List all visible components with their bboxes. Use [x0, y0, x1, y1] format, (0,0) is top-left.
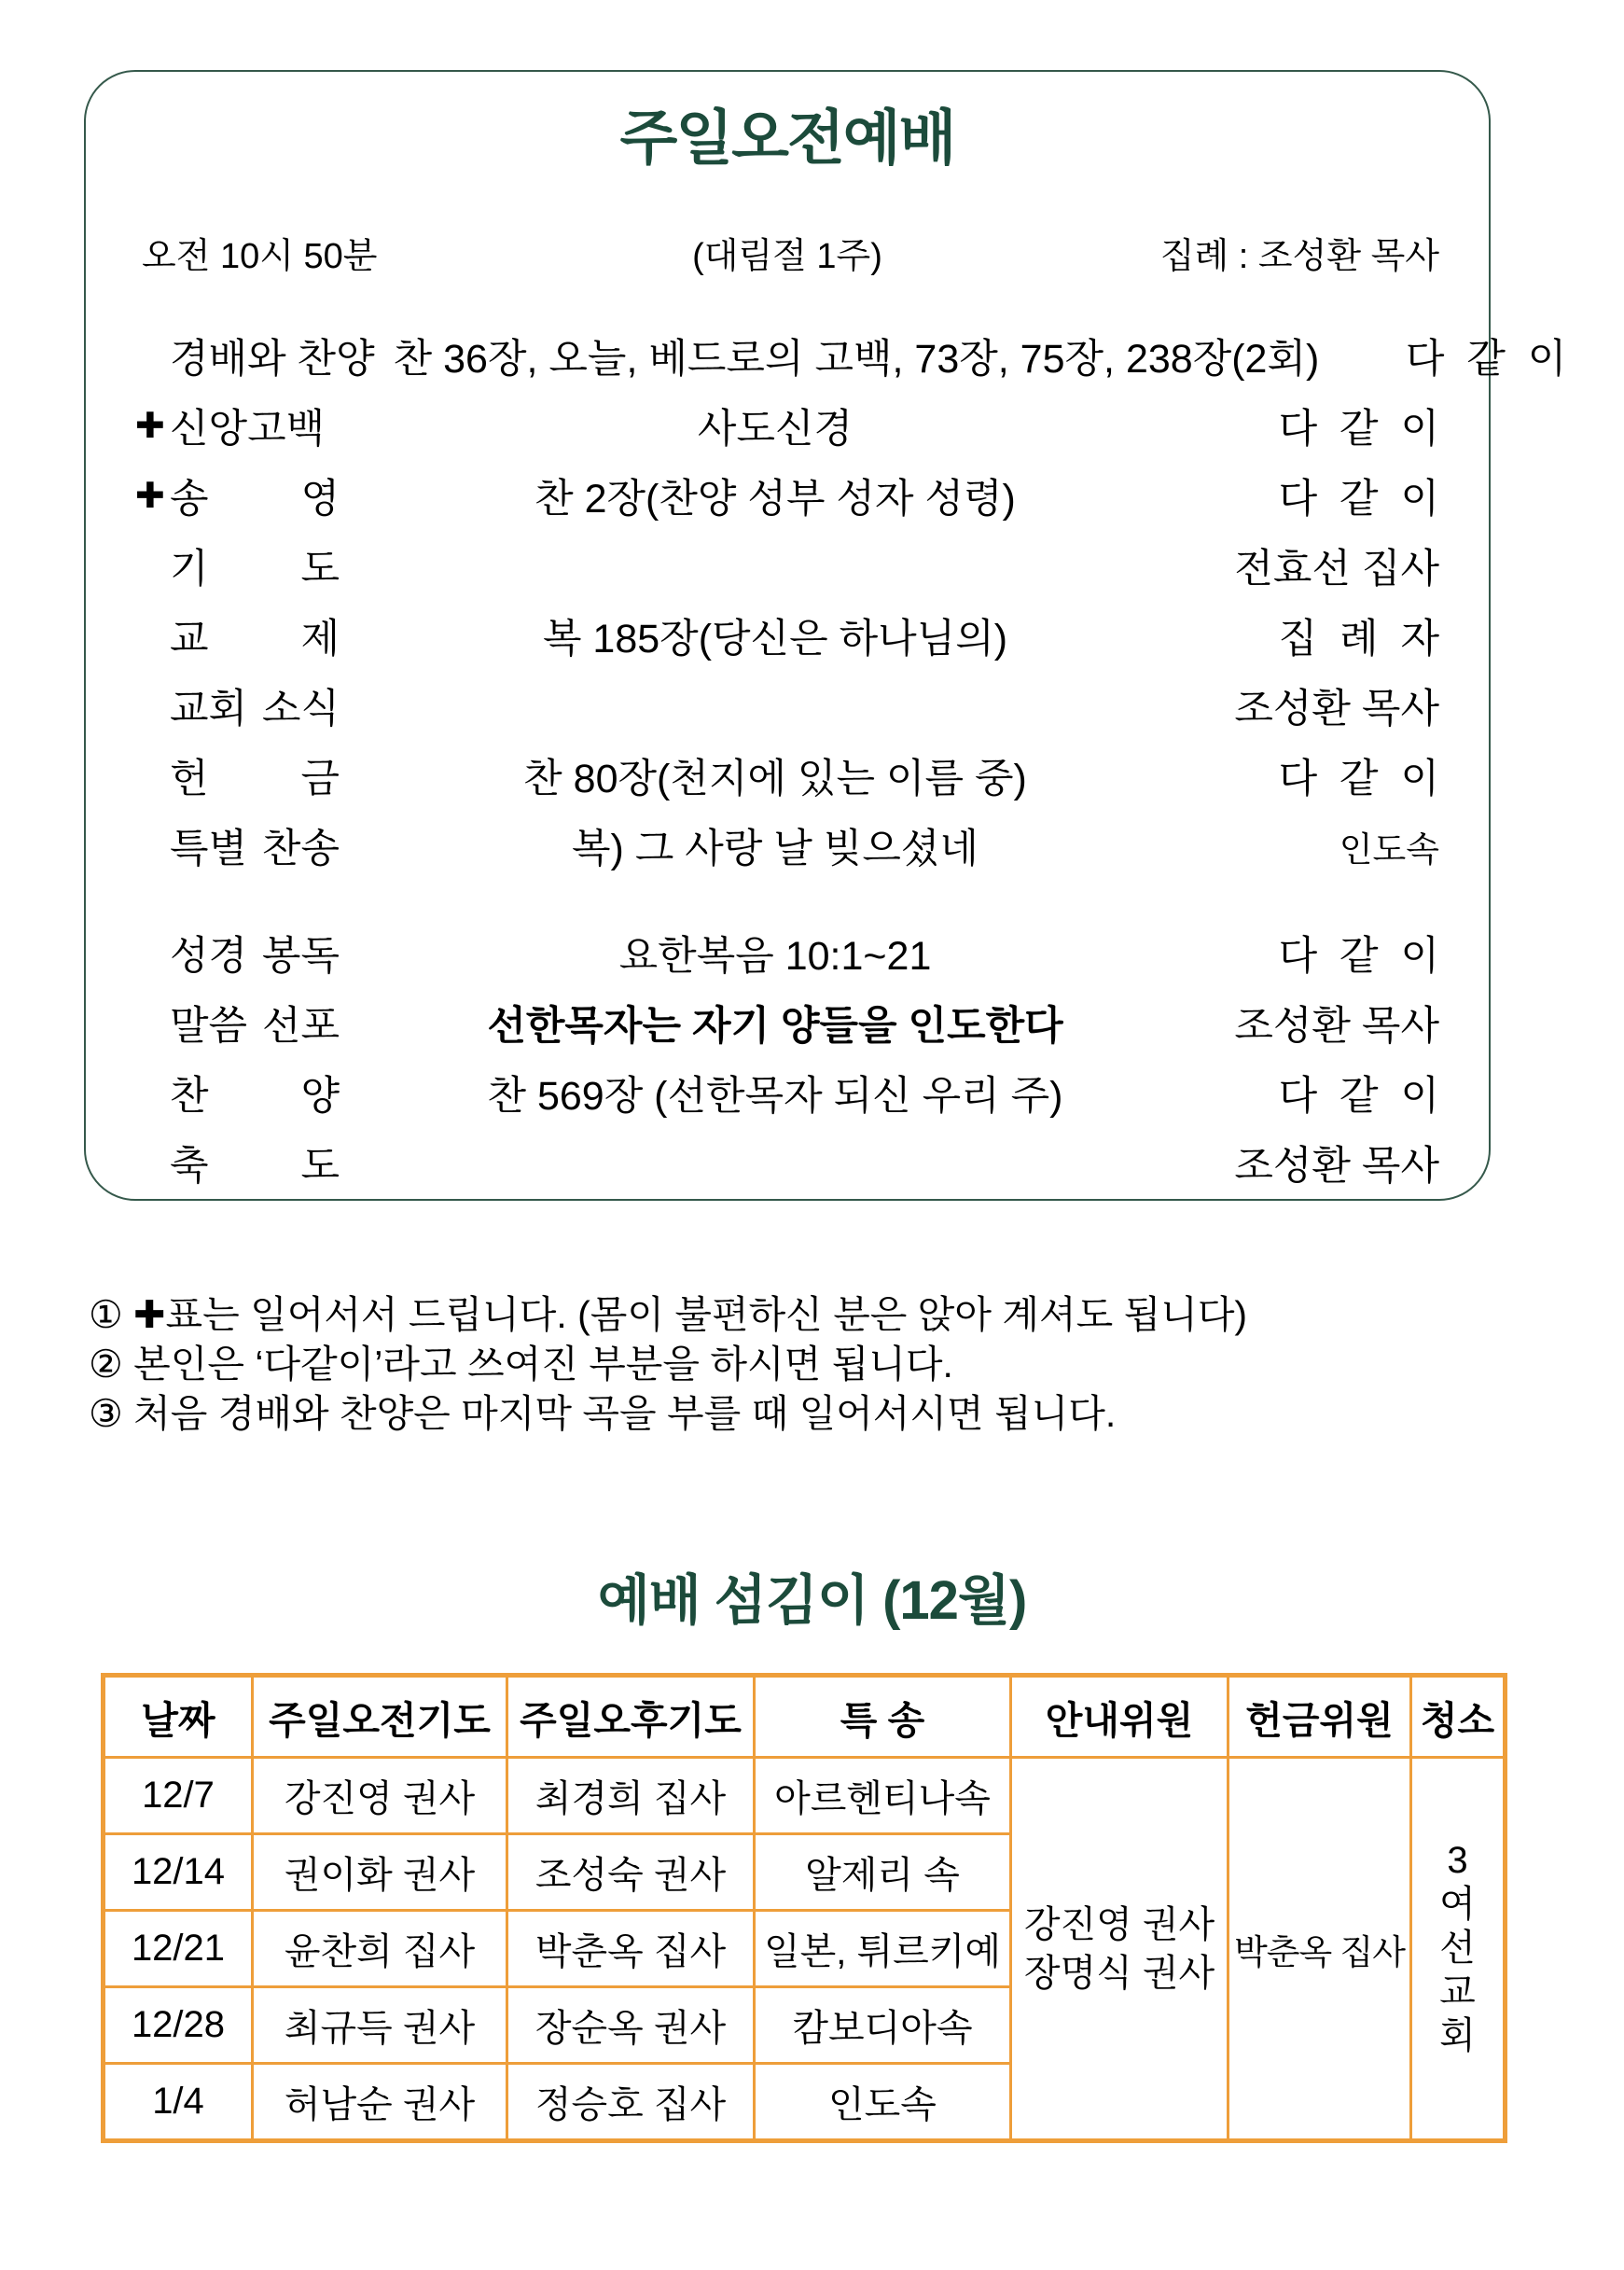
order-item-content: 복 185장(당신은 하나님의) [542, 617, 1008, 662]
usher-name: 장명식 권사 [1023, 1952, 1215, 1994]
table-cell: 권이화 권사 [253, 1834, 507, 1911]
table-cell: 알제리 속 [755, 1834, 1011, 1911]
table-cell: 캄보디아속 [755, 1987, 1011, 2064]
order-item-content: 요한복음 10:1~21 [618, 934, 932, 979]
table-cell: 일본, 튀르키예 [755, 1911, 1011, 1987]
notes-section [89, 1290, 1247, 1439]
order-row [86, 531, 1489, 601]
table-cell: 강진영 권사 [253, 1758, 507, 1834]
order-item-content: 찬 36장, 오늘, 베드로의 고백, 73장, 75장, 238장(2회) [393, 337, 1320, 382]
table-cell: 12/14 [104, 1834, 253, 1911]
order-item-label: 송 영 [170, 477, 340, 522]
table-cell: 허남순 권사 [253, 2064, 507, 2141]
order-item-content: 찬 2장(찬양 성부 성자 성령) [534, 477, 1016, 522]
order-row [86, 1128, 1489, 1198]
order-item-performer: 인도속 [1339, 829, 1439, 869]
cleaning-char: 여 [1439, 1884, 1476, 1925]
order-item-performer: 다 같 이 [1278, 934, 1439, 979]
table-cell: 최경희 집사 [507, 1758, 755, 1834]
table-header-cell: 헌금위원 [1228, 1676, 1411, 1758]
usher-name: 강진영 권사 [1023, 1903, 1215, 1945]
table-cell: 윤찬희 집사 [253, 1911, 507, 1987]
table-cell: 아르헨티나속 [755, 1758, 1011, 1834]
order-item-performer: 다 같 이 [1405, 337, 1567, 382]
serving-title: 예배 섬김이 (12월) [597, 1570, 1027, 1631]
order-item-performer: 조성환 목사 [1234, 1004, 1439, 1049]
order-item-label: 경배와 찬양 [170, 337, 375, 382]
order-row [86, 988, 1489, 1058]
note-line: ② 본인은 ‘다같이’라고 쓰여진 부분을 하시면 됩니다. [89, 1343, 953, 1386]
order-item-label: 기 도 [170, 547, 340, 592]
table-cell: 12/7 [104, 1758, 253, 1834]
cross-icon: ✚ [135, 476, 165, 516]
cleaning-char: 3 [1447, 1840, 1468, 1881]
order-item-label: 말씀 선포 [170, 1004, 340, 1049]
serving-table [101, 1673, 1507, 2143]
order-row [86, 391, 1489, 461]
table-cell: 장순옥 권사 [507, 1987, 755, 2064]
order-row [86, 671, 1489, 741]
order-item-performer: 다 같 이 [1278, 477, 1439, 522]
order-item-label: 교회 소식 [170, 687, 340, 731]
table-cell: 인도속 [755, 2064, 1011, 2141]
order-item-performer: 집 례 자 [1278, 617, 1439, 662]
order-item-content: 선한목자는 자기 양들을 인도한다 [487, 1004, 1063, 1049]
cross-icon: ✚ [135, 406, 165, 446]
table-cell: 최규득 권사 [253, 1987, 507, 2064]
table-row [104, 1758, 1506, 1834]
order-row [86, 918, 1489, 988]
table-header-cell: 날짜 [104, 1676, 253, 1758]
order-row [86, 741, 1489, 811]
table-header-row [104, 1676, 1506, 1758]
table-header-cell: 안내위원 [1011, 1676, 1228, 1758]
table-cell: 정승호 집사 [507, 2064, 755, 2141]
order-item-label: 교 제 [170, 617, 340, 662]
note-line: ① ✚표는 일어서서 드립니다. (몸이 불편하신 분은 앉아 계셔도 됩니다) [89, 1293, 1248, 1336]
offering-committee-cell: 박춘옥 집사 [1228, 1758, 1411, 2141]
worship-officiant: 집례 : 조성환 목사 [1159, 236, 1439, 276]
order-item-label: 헌 금 [170, 757, 340, 801]
order-item-content: 사도신경 [697, 407, 854, 452]
order-of-worship-list [86, 321, 1567, 1198]
order-row [86, 601, 1489, 671]
cleaning-cell [1411, 1758, 1506, 2141]
order-item-performer: 조성환 목사 [1234, 1144, 1439, 1189]
table-cell: 박춘옥 집사 [507, 1911, 755, 1987]
table-header-cell: 특 송 [755, 1676, 1011, 1758]
order-row [86, 321, 1567, 391]
worship-season: (대림절 1주) [692, 236, 882, 276]
table-header-cell: 주일오전기도 [253, 1676, 507, 1758]
order-item-label: 찬 양 [170, 1074, 340, 1119]
table-cell: 1/4 [104, 2064, 253, 2141]
worship-subheader [86, 229, 1489, 275]
note-line: ③ 처음 경배와 찬양은 마지막 곡을 부를 때 일어서시면 됩니다. [89, 1392, 1117, 1435]
order-row [86, 461, 1489, 531]
order-row [86, 1058, 1489, 1128]
order-item-content: 찬 569장 (선한목자 되신 우리 주) [487, 1074, 1063, 1119]
order-item-label: 특별 찬송 [170, 827, 340, 871]
table-cell: 12/21 [104, 1911, 253, 1987]
order-item-label: 신앙고백 [170, 407, 326, 452]
order-item-performer: 전효선 집사 [1234, 547, 1439, 592]
ushers-cell [1011, 1758, 1228, 2141]
table-cell: 조성숙 권사 [507, 1834, 755, 1911]
cleaning-char: 교 [1439, 1971, 1476, 2012]
worship-title: 주일오전예배 [619, 104, 955, 172]
order-item-label: 성경 봉독 [170, 934, 340, 979]
cleaning-char: 선 [1439, 1928, 1476, 1969]
cleaning-char: 회 [1439, 2015, 1476, 2056]
table-header-cell: 주일오후기도 [507, 1676, 755, 1758]
order-row [86, 811, 1489, 881]
worship-time: 오전 10시 50분 [142, 236, 378, 276]
order-item-performer: 다 같 이 [1278, 407, 1439, 452]
order-item-content: 복) 그 사랑 날 빚으셨네 [572, 827, 979, 871]
worship-order-card [84, 70, 1567, 1201]
order-item-performer: 다 같 이 [1278, 757, 1439, 801]
order-item-label: 축 도 [170, 1144, 340, 1189]
order-item-performer: 다 같 이 [1278, 1074, 1439, 1119]
table-header-cell: 청소 [1411, 1676, 1506, 1758]
table-cell: 12/28 [104, 1987, 253, 2064]
order-item-content: 찬 80장(천지에 있는 이름 중) [523, 757, 1027, 801]
order-item-performer: 조성환 목사 [1234, 687, 1439, 731]
